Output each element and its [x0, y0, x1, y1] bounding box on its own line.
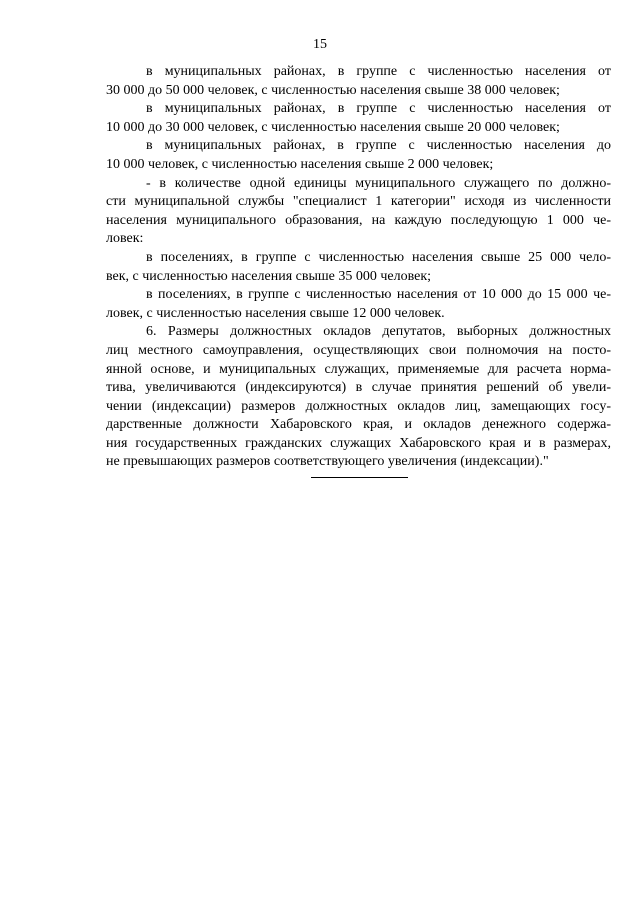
- text-line: чении (индексации) размеров должностных окладов лиц, замещающих госу-: [106, 398, 611, 414]
- text-line: населения муниципального образования, на каждую последующую 1 000 че-: [106, 212, 611, 228]
- text-line: 30 000 до 50 000 человек, с численностью населения свыше 38 000 человек;: [106, 82, 560, 98]
- text-line: 10 000 до 30 000 человек, с численностью населения свыше 20 000 человек;: [106, 119, 560, 135]
- paragraph-1: [106, 63, 611, 100]
- text-line: в поселениях, в группе с численностью населения свыше 25 000 чело-: [146, 249, 611, 265]
- paragraph-2: [106, 100, 611, 137]
- paragraph-4: [106, 175, 611, 249]
- text-line: ловек, с численностью населения свыше 12 000 человек.: [106, 305, 445, 321]
- paragraph-7: [106, 323, 611, 472]
- text-line: 6. Размеры должностных окладов депутатов, выборных должностных: [146, 324, 611, 340]
- paragraph-6: [106, 286, 611, 323]
- text-line: сти муниципальной службы "специалист 1 категории" исходя из численности: [106, 194, 611, 210]
- text-line: - в количестве одной единицы муниципального служащего по должно-: [146, 175, 611, 191]
- text-line: в муниципальных районах, в группе с численностью населения от: [146, 101, 611, 117]
- text-line: не превышающих размеров соответствующего увеличения (индексации).": [106, 454, 549, 470]
- text-line: янной основе, и муниципальных служащих, применяемые для расчета норма-: [106, 361, 611, 377]
- text-line: лиц местного самоуправления, осуществляющих свои полномочия на посто-: [106, 342, 611, 358]
- document-body: [106, 63, 611, 472]
- text-line: ловек:: [106, 231, 144, 247]
- text-line: век, с численностью населения свыше 35 000 человек;: [106, 268, 432, 284]
- page-number: 15: [313, 37, 327, 52]
- text-line: в муниципальных районах, в группе с численностью населения от: [146, 64, 611, 79]
- text-line: ния государственных гражданских служащих Хабаровского края и в размерах,: [106, 435, 611, 451]
- paragraph-5: [106, 249, 611, 286]
- text-line: 10 000 человек, с численностью населения свыше 2 000 человек;: [106, 156, 494, 172]
- text-line: в поселениях, в группе с численностью населения от 10 000 до 15 000 че-: [146, 287, 611, 303]
- text-line: тива, увеличиваются (индексируются) в случае принятия решений об увели-: [106, 380, 611, 396]
- text-line: в муниципальных районах, в группе с численностью населения до: [146, 138, 611, 154]
- paragraph-3: [106, 137, 611, 174]
- text-line: дарственные должности Хабаровского края, и окладов денежного содержа-: [106, 417, 611, 433]
- end-divider: [311, 477, 408, 478]
